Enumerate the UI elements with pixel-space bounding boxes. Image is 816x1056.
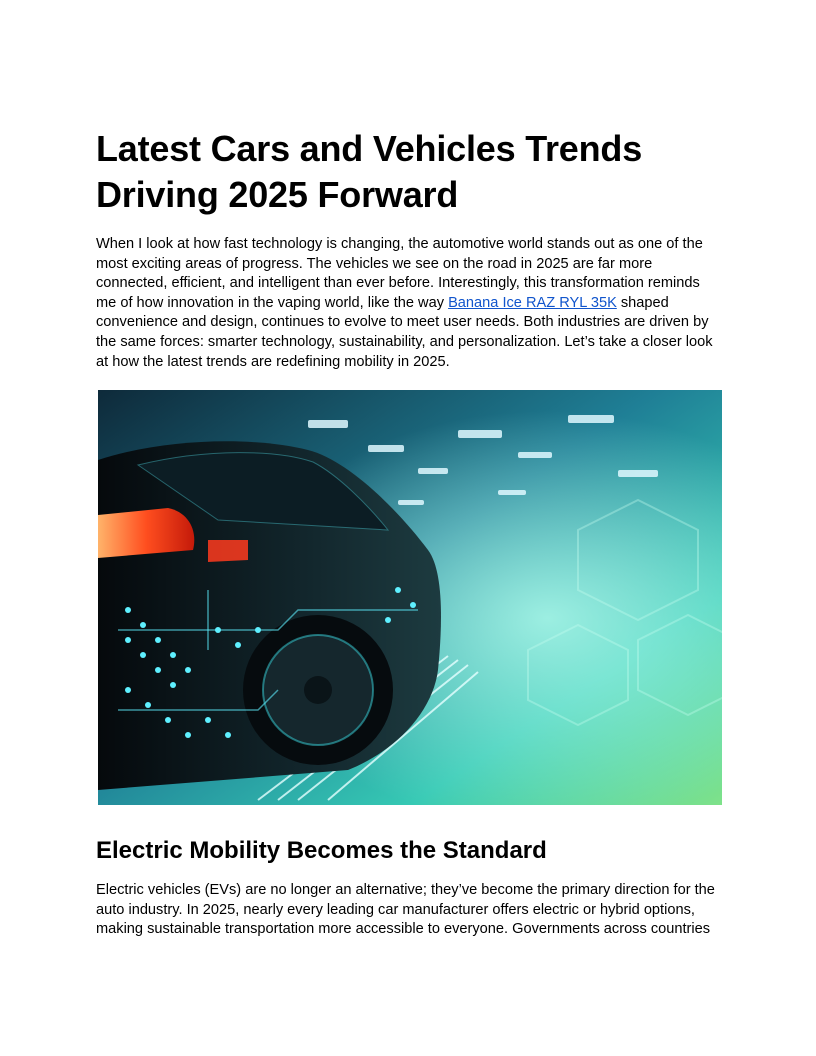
section-paragraph: Electric vehicles (EVs) are no longer an alternative; they’ve become the primary direction for the auto industry. In 2025, nearly every leading car manufacturer offers electric or hybrid options, making sustainable transportation more accessible to everyone. Governments across countries bbox=[96, 882, 715, 938]
section-heading: Electric Mobility Becomes the Standard bbox=[96, 837, 547, 864]
product-link[interactable]: Banana Ice RAZ RYL 35K bbox=[448, 294, 617, 311]
page-title: Latest Cars and Vehicles Trends Driving 2025 Forward bbox=[96, 128, 643, 215]
intro-text-after-link: shaped convenience and design, continues to evolve to meet user needs. Both industries are driven by the same forces: smarter technology, sustainability, and personalization. Let’s take a closer look at how the latest trends are redefining mobility in 2025. bbox=[96, 294, 713, 370]
intro-text-before-link: When I look at how fast technology is changing, the automotive world stands out as one of the most exciting areas of progress. The vehicles we see on the road in 2025 are far more connected, efficient, and intelligent than ever before. Interestingly, this transformation reminds me of how innovation in the vaping world, like the way bbox=[96, 236, 703, 311]
hero-image bbox=[98, 390, 722, 805]
intro-paragraph bbox=[96, 235, 722, 372]
